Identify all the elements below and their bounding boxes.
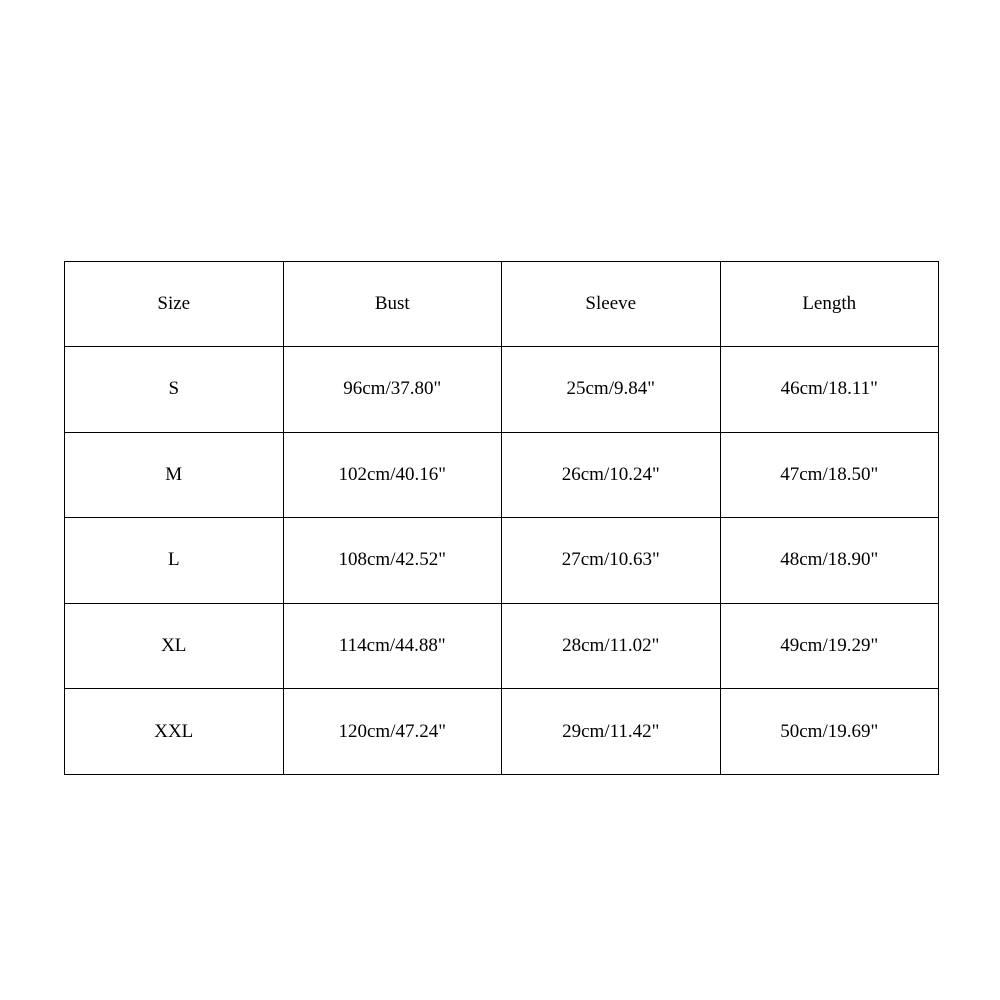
cell-length: 46cm/18.11" bbox=[720, 347, 939, 433]
cell-size: S bbox=[65, 347, 284, 433]
size-chart-table bbox=[64, 261, 939, 775]
cell-sleeve: 28cm/11.02" bbox=[502, 603, 721, 689]
header-size: Size bbox=[65, 262, 284, 347]
cell-length: 50cm/19.69" bbox=[720, 689, 939, 775]
cell-size: M bbox=[65, 432, 284, 518]
cell-bust: 96cm/37.80" bbox=[283, 347, 502, 433]
header-bust: Bust bbox=[283, 262, 502, 347]
table-row bbox=[65, 518, 939, 604]
cell-size: XL bbox=[65, 603, 284, 689]
table-row bbox=[65, 347, 939, 433]
cell-sleeve: 25cm/9.84" bbox=[502, 347, 721, 433]
table-row bbox=[65, 432, 939, 518]
cell-sleeve: 29cm/11.42" bbox=[502, 689, 721, 775]
cell-bust: 114cm/44.88" bbox=[283, 603, 502, 689]
table-row bbox=[65, 603, 939, 689]
cell-sleeve: 26cm/10.24" bbox=[502, 432, 721, 518]
header-length: Length bbox=[720, 262, 939, 347]
header-row bbox=[65, 262, 939, 347]
cell-length: 48cm/18.90" bbox=[720, 518, 939, 604]
table-header bbox=[65, 262, 939, 347]
cell-bust: 108cm/42.52" bbox=[283, 518, 502, 604]
header-sleeve: Sleeve bbox=[502, 262, 721, 347]
cell-sleeve: 27cm/10.63" bbox=[502, 518, 721, 604]
cell-bust: 102cm/40.16" bbox=[283, 432, 502, 518]
table-row bbox=[65, 689, 939, 775]
cell-bust: 120cm/47.24" bbox=[283, 689, 502, 775]
cell-size: XXL bbox=[65, 689, 284, 775]
table-body bbox=[65, 347, 939, 775]
cell-length: 47cm/18.50" bbox=[720, 432, 939, 518]
cell-size: L bbox=[65, 518, 284, 604]
cell-length: 49cm/19.29" bbox=[720, 603, 939, 689]
